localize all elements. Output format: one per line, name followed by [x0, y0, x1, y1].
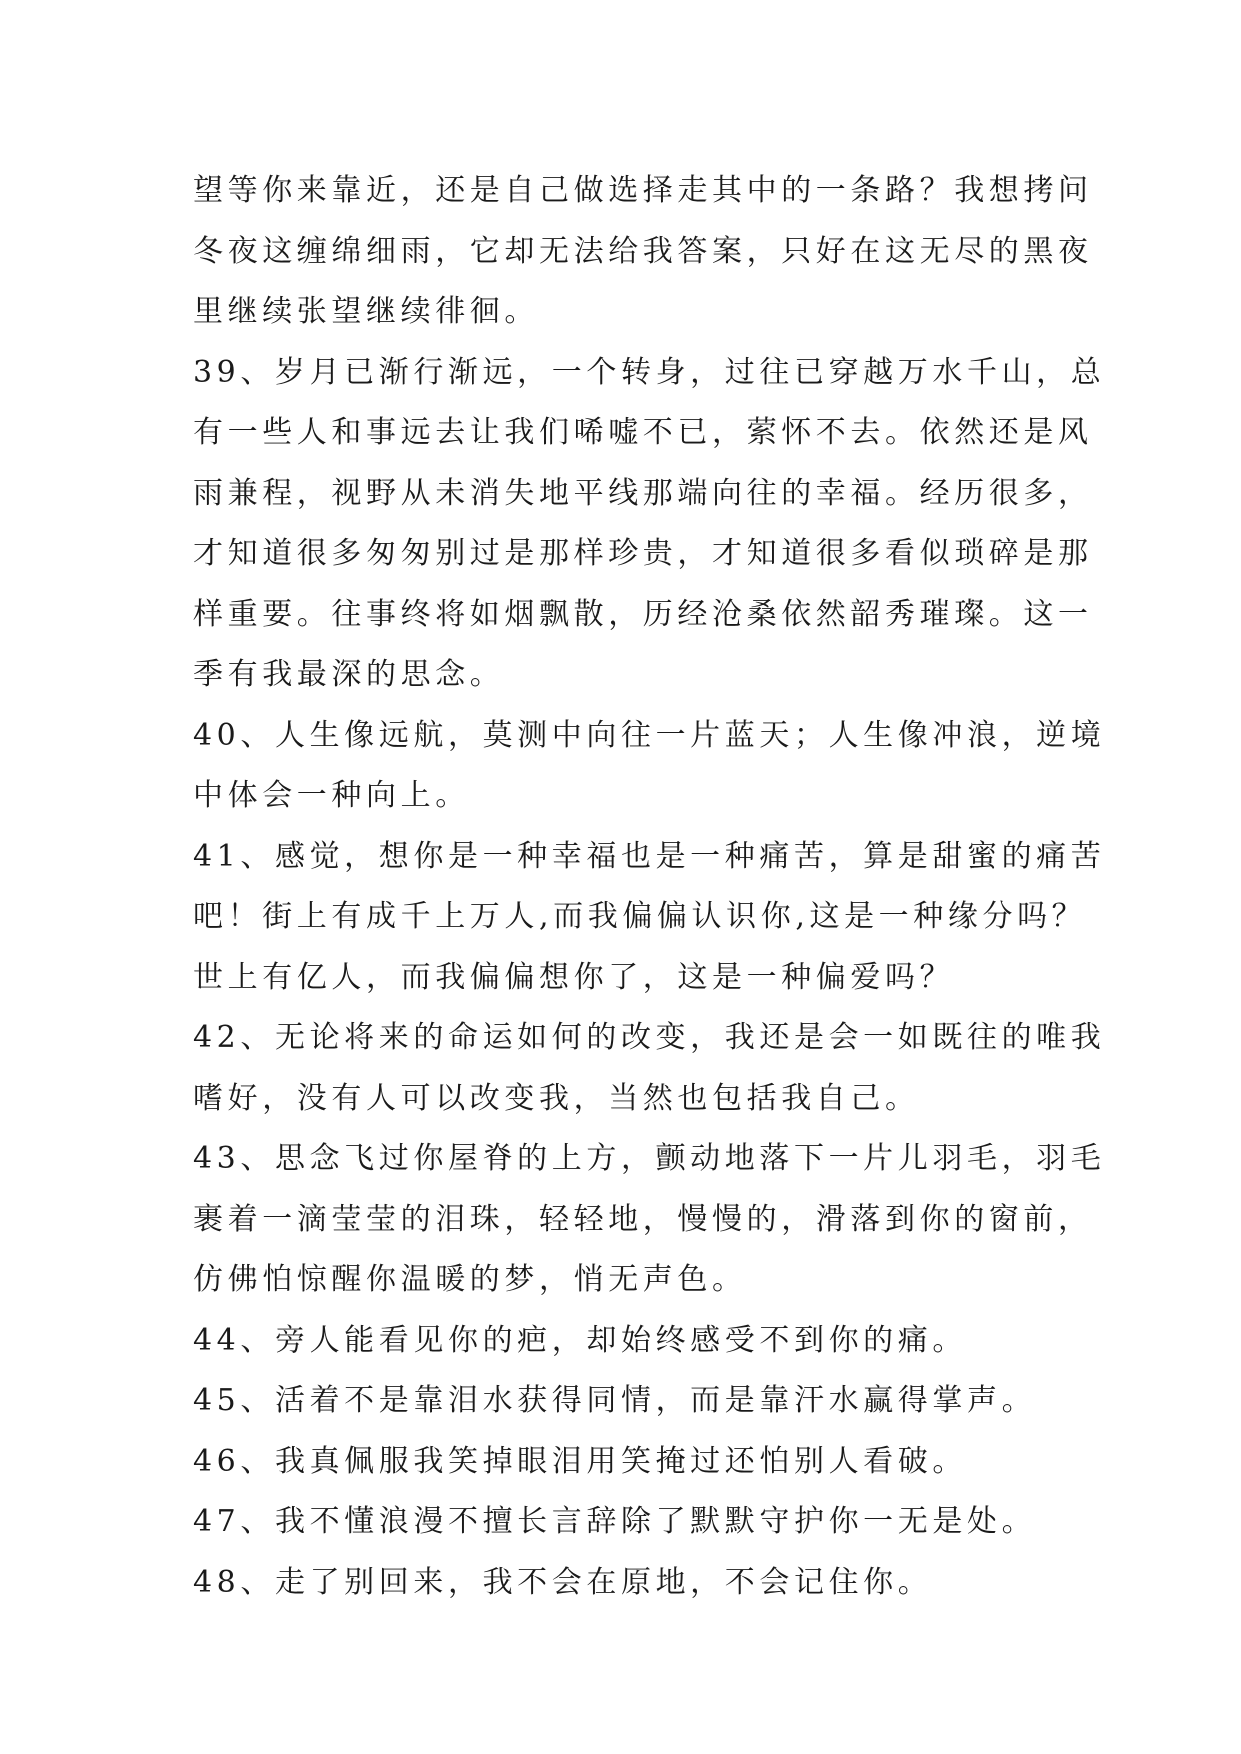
- text-line: 中体会一种向上。: [193, 778, 470, 813]
- text-line: 48、走了别回来，我不会在原地，不会记住你。: [193, 1564, 933, 1600]
- text-line: 冬夜这缠绵细雨，它却无法给我答案，只好在这无尽的黑夜: [193, 233, 1093, 269]
- document-body: [193, 161, 1106, 1613]
- text-line: 样重要。往事终将如烟飘散，历经沧桑依然韶秀璀璨。这一: [193, 596, 1093, 632]
- text-line: 41、感觉，想你是一种幸福也是一种痛苦，算是甜蜜的痛苦: [193, 838, 1106, 874]
- text-line: 46、我真佩服我笑掉眼泪用笑掩过还怕别人看破。: [193, 1443, 967, 1479]
- text-line: 嗜好，没有人可以改变我，当然也包括我自己。: [193, 1080, 920, 1116]
- text-line: 43、思念飞过你屋脊的上方，颤动地落下一片儿羽毛，羽毛: [193, 1141, 1106, 1176]
- text-line: 才知道很多匆匆别过是那样珍贵，才知道很多看似琐碎是那: [193, 536, 1093, 571]
- text-line: 世上有亿人，而我偏偏想你了，这是一种偏爱吗？: [193, 959, 955, 995]
- text-line: 季有我最深的思念。: [193, 657, 505, 692]
- text-line: 42、无论将来的命运如何的改变，我还是会一如既往的唯我: [193, 1020, 1106, 1055]
- text-line: 45、活着不是靠泪水获得同情，而是靠汗水赢得掌声。: [193, 1383, 1037, 1418]
- text-line: 44、旁人能看见你的疤，却始终感受不到你的痛。: [193, 1322, 967, 1358]
- text-line: 仿佛怕惊醒你温暖的梦，悄无声色。: [193, 1262, 747, 1297]
- text-line: 39、岁月已渐行渐远，一个转身，过往已穿越万水千山，总: [193, 354, 1106, 390]
- text-line: 47、我不懂浪漫不擅长言辞除了默默守护你一无是处。: [193, 1504, 1037, 1539]
- text-line: 40、人生像远航，莫测中向往一片蓝天；人生像冲浪，逆境: [193, 717, 1106, 753]
- text-line: 里继续张望继续徘徊。: [193, 294, 539, 329]
- text-line: 有一些人和事远去让我们唏嘘不已，萦怀不去。依然还是风: [193, 415, 1093, 450]
- text-line: 裹着一滴莹莹的泪珠，轻轻地，慢慢的，滑落到你的窗前，: [193, 1201, 1093, 1237]
- text-line: 望等你来靠近，还是自己做选择走其中的一条路？我想拷问: [193, 173, 1093, 208]
- text-line: 吧！街上有成千上万人,而我偏偏认识你,这是一种缘分吗？: [193, 899, 1087, 934]
- text-line: 雨兼程，视野从未消失地平线那端向往的幸福。经历很多，: [193, 475, 1093, 511]
